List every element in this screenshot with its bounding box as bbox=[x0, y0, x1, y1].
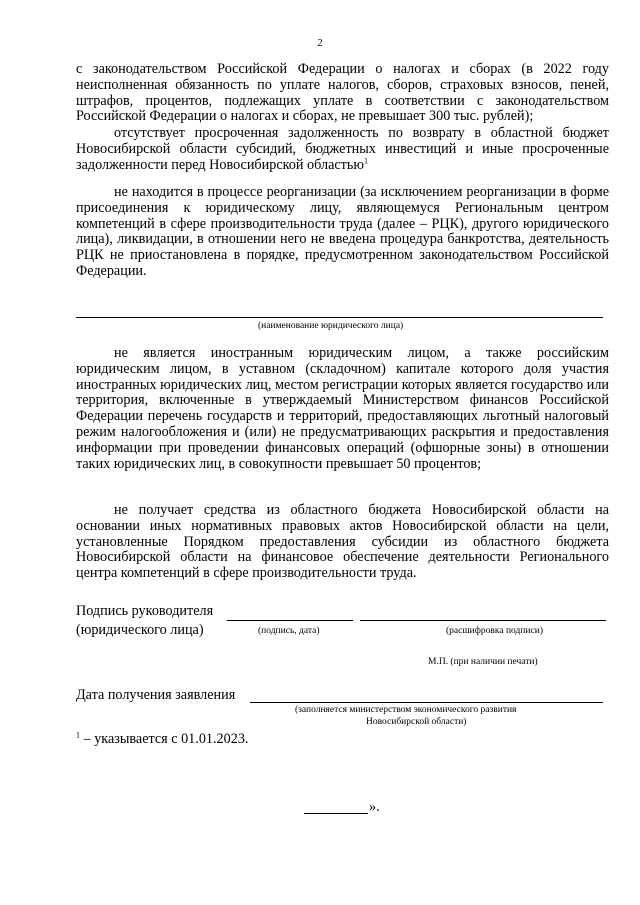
footnote: $^1$ – указывается с 01.01.2023. bbox=[76, 730, 249, 747]
signature-caption: (подпись, дата) bbox=[258, 626, 320, 636]
receipt-date-line bbox=[250, 702, 603, 703]
legal-entity-line bbox=[76, 317, 603, 318]
signature-decode-line bbox=[360, 620, 606, 621]
stamp-caption: М.П. (при наличии печати) bbox=[428, 657, 538, 667]
receipt-caption-line2: Новосибирской области) bbox=[366, 717, 467, 727]
footnote-reference: 1 bbox=[363, 155, 368, 165]
paragraph-overdue-debt: отсутствует просроченная задолженность по возврату в областной бюджет Новосибирской области субсидий, бюджетных инвестиций и иные просроченные задолженности перед Новосибирской областью$^1$ bbox=[76, 125, 609, 173]
receipt-date-label: Дата получения заявления bbox=[76, 687, 236, 703]
signature-line bbox=[227, 620, 353, 621]
signature-label: Подпись руководителя bbox=[76, 603, 214, 619]
paragraph-tax-arrears: с законодательством Российской Федерации о налогах и сборах (в 2022 году неисполненная обязанность по уплате налогов, сборов, страховых взносов, пеней, штрафов, процентов, подлежащих уплате в соответствии с законодательством Российской Федерации о налогах и сборах, не превышает 300 тыс. рублей); bbox=[76, 61, 609, 125]
paragraph-budget-funds: не получает средства из областного бюджета Новосибирской области на основании иных нормативных правовых актов Новосибирской области на цели, установленные Порядком предоставления субсидии из областного бюджета Новосибирской области на финансовое обеспечение деятельности Регионального центра компетенций в сфере производительности труда. bbox=[76, 502, 609, 582]
closing-blank-line bbox=[304, 813, 368, 814]
legal-entity-caption: (наименование юридического лица) bbox=[258, 321, 404, 331]
page-number: 2 bbox=[317, 37, 323, 49]
paragraph-reorganization: не находится в процессе реорганизации (за исключением реорганизации в форме присоединения к юридическому лицу, являющемуся Региональным центром компетенций в сфере производительности труда (далее – РЦК), другого юридического лица), ликвидации, в отношении него не введена процедура банкротства, деятельность РЦК не приостановлена в порядке, предусмотренном законодательством Российской Федерации. bbox=[76, 184, 609, 279]
signature-label-entity: (юридического лица) bbox=[76, 622, 204, 638]
closing-quote: ». bbox=[369, 799, 380, 815]
decode-caption: (расшифровка подписи) bbox=[446, 626, 543, 636]
paragraph-foreign-entity: не является иностранным юридическим лицом, а также российским юридическим лицом, в уставном (складочном) капитале которого доля участия иностранных юридических лиц, местом регистрации которых является государство или территория, включенные в утверждаемый Министерством финансов Российской Федерации перечень государств и территорий, предоставляющих льготный налоговый режим налогообложения и (или) не предусматривающих раскрытия и предоставления информации при проведении финансовых операций (офшорные зоны) в отношении таких юридических лиц, в совокупности превышает 50 процентов; bbox=[76, 345, 609, 472]
receipt-caption-line1: (заполняется министерством экономического развития bbox=[295, 705, 517, 715]
